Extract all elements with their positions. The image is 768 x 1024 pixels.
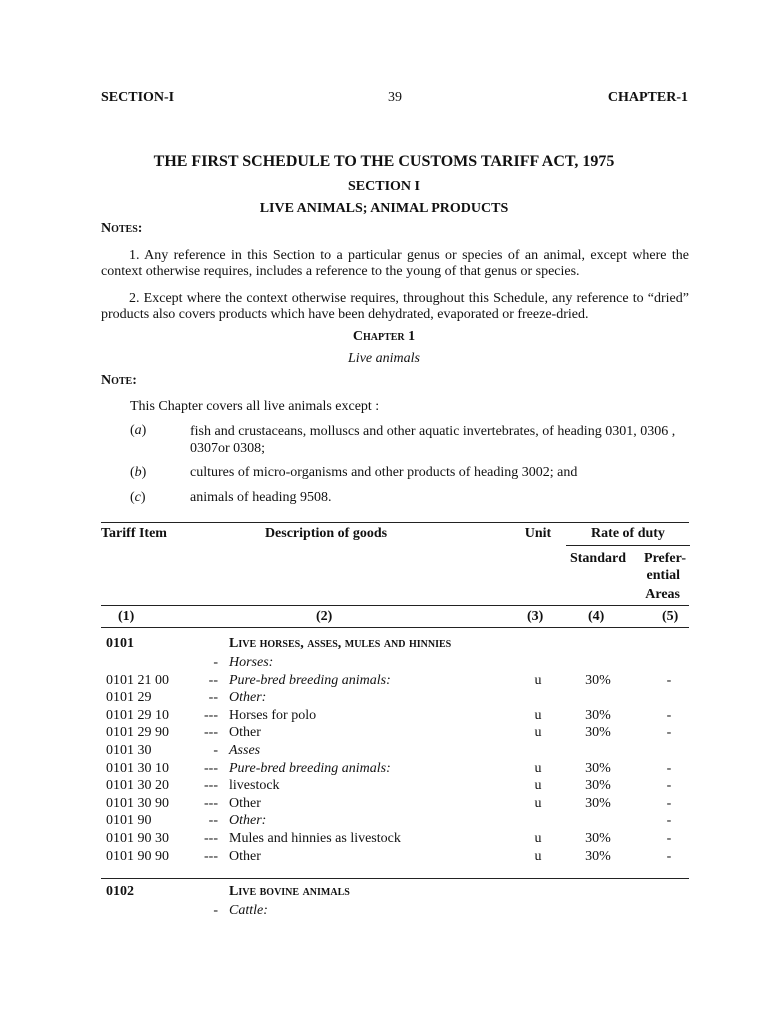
tariff-code: 0101 30 [106,743,152,758]
schedule-title: THE FIRST SCHEDULE TO THE CUSTOMS TARIFF ACT, 1975 [153,153,615,170]
indent-dashes: -- [208,672,218,688]
header-unit: Unit [524,526,552,541]
indent-dashes: --- [204,831,218,846]
header-chapter: CHAPTER-1 [607,90,688,105]
goods-description: Other: [229,690,267,706]
indent-dashes: -- [208,690,218,706]
tariff-code: 0101 90 30 [106,831,169,846]
tariff-code: 0101 30 20 [106,778,169,794]
unit-cell: u [534,778,542,794]
unit-cell: u [534,725,542,741]
tariff-code: 0101 21 00 [106,672,169,688]
goods-description: Horses: [229,655,274,670]
section-note-2: 2. Except where the context otherwise requires, throughout this Schedule, any reference to “dried” products also covers products which have been dehydrated, evaporated or freeze-dried. [101,291,689,322]
col-number: (5) [662,609,679,624]
table-row [0,689,768,706]
indent-dashes: --- [204,725,218,741]
table-row [0,654,768,671]
header-description: Description of goods [264,526,388,541]
header-preferential-3: Areas [645,587,680,602]
tariff-code: 0101 90 90 [106,848,169,864]
exclusion-text: cultures of micro-organisms and other products of heading 3002; and [190,465,578,480]
tariff-code: 0101 30 10 [106,760,169,776]
unit-cell: u [534,795,542,811]
goods-description: livestock [229,778,280,794]
preferential-rate: - [666,813,672,829]
note-label: Note: [101,373,137,388]
col-number: (2) [316,609,333,624]
section-note-1: 1. Any reference in this Section to a particular genus or species of an animal, except where the context otherwise requires, includes a reference to the young of that genus or species. [101,248,689,279]
goods-description: Mules and hinnies as livestock [229,831,401,846]
header-rate-of-duty: Rate of duty [591,526,665,541]
exclusion-text: fish and crustaceans, molluscs and other aquatic invertebrates, of heading 0301, 0306 , 0307or 0308; [190,424,676,456]
standard-rate: 30% [585,831,611,846]
standard-rate: 30% [585,848,611,864]
preferential-rate: - [666,848,672,864]
preferential-rate: - [666,760,672,776]
exclusion-label: (c) [130,490,146,505]
col-number-rule [101,627,689,628]
table-row [0,742,768,759]
table-row [0,707,768,724]
preferential-rate: - [666,707,672,723]
header-tariff-item: Tariff Item [101,526,167,541]
table-row [0,848,768,865]
goods-description: Cattle: [229,903,268,918]
goods-description: Other [229,725,261,741]
col-number: (3) [527,609,544,624]
goods-description: Horses for polo [229,707,317,723]
col-number: (1) [118,609,135,624]
exclusion-label: (b) [130,465,147,480]
standard-rate: 30% [585,795,611,811]
table-row [0,902,768,919]
section-divider [101,878,689,879]
section-subtitle: LIVE ANIMALS; ANIMAL PRODUCTS [259,201,509,216]
preferential-rate: - [666,778,672,794]
goods-description: Pure-bred breeding animals: [229,672,391,688]
table-row [0,795,768,812]
col-number: (4) [588,609,605,624]
indent-dashes: - [213,655,218,670]
indent-dashes: --- [204,760,218,776]
table-row [0,724,768,741]
indent-dashes: --- [204,795,218,811]
indent-dashes: - [213,743,218,758]
standard-rate: 30% [585,760,611,776]
chapter-title: Live animals [348,351,420,366]
heading-code: 0102 [106,884,134,899]
section-heading: SECTION I [348,179,420,194]
tariff-code: 0101 90 [106,813,152,829]
exclusion-label: (a) [130,423,147,438]
goods-description: Other: [229,813,267,829]
preferential-rate: - [666,725,672,741]
table-row [0,830,768,847]
exclusion-text: animals of heading 9508. [190,490,332,505]
unit-cell: u [534,707,542,723]
standard-rate: 30% [585,725,611,741]
unit-cell: u [534,848,542,864]
goods-description: Pure-bred breeding animals: [229,760,391,776]
table-row [0,672,768,689]
unit-cell: u [534,831,542,846]
page-number: 39 [388,90,402,105]
heading-description: Live bovine animals [229,884,350,899]
preferential-rate: - [666,831,672,846]
standard-rate: 30% [585,672,611,688]
tariff-code: 0101 29 90 [106,725,169,741]
indent-dashes: --- [204,707,218,723]
header-standard: Standard [569,551,627,566]
table-top-rule [101,522,689,523]
standard-rate: 30% [585,707,611,723]
preferential-rate: - [666,672,672,688]
indent-dashes: - [213,903,218,918]
goods-description: Asses [229,743,261,758]
indent-dashes: --- [204,778,218,794]
tariff-code: 0101 30 90 [106,795,169,811]
header-section: SECTION-I [101,90,175,105]
header-preferential-1: Prefer- [644,551,686,566]
unit-cell: u [534,672,542,688]
chapter-note-intro: This Chapter covers all live animals except : [130,399,380,414]
chapter-heading: Chapter 1 [352,329,416,344]
tariff-code: 0101 29 [106,690,152,706]
indent-dashes: --- [204,848,218,864]
goods-description: Other [229,848,261,864]
table-row [0,760,768,777]
unit-cell: u [534,760,542,776]
indent-dashes: -- [208,813,218,829]
rate-underline [566,545,690,546]
standard-rate: 30% [585,778,611,794]
header-preferential-2: ential [646,568,680,583]
preferential-rate: - [666,795,672,811]
header-bottom-rule [101,605,689,606]
goods-description: Other [229,795,261,811]
table-row [0,777,768,794]
heading-code: 0101 [106,636,134,651]
tariff-code: 0101 29 10 [106,707,169,723]
table-row [0,812,768,829]
notes-label: Notes: [101,221,143,236]
heading-description: Live horses, asses, mules and hinnies [229,636,452,651]
